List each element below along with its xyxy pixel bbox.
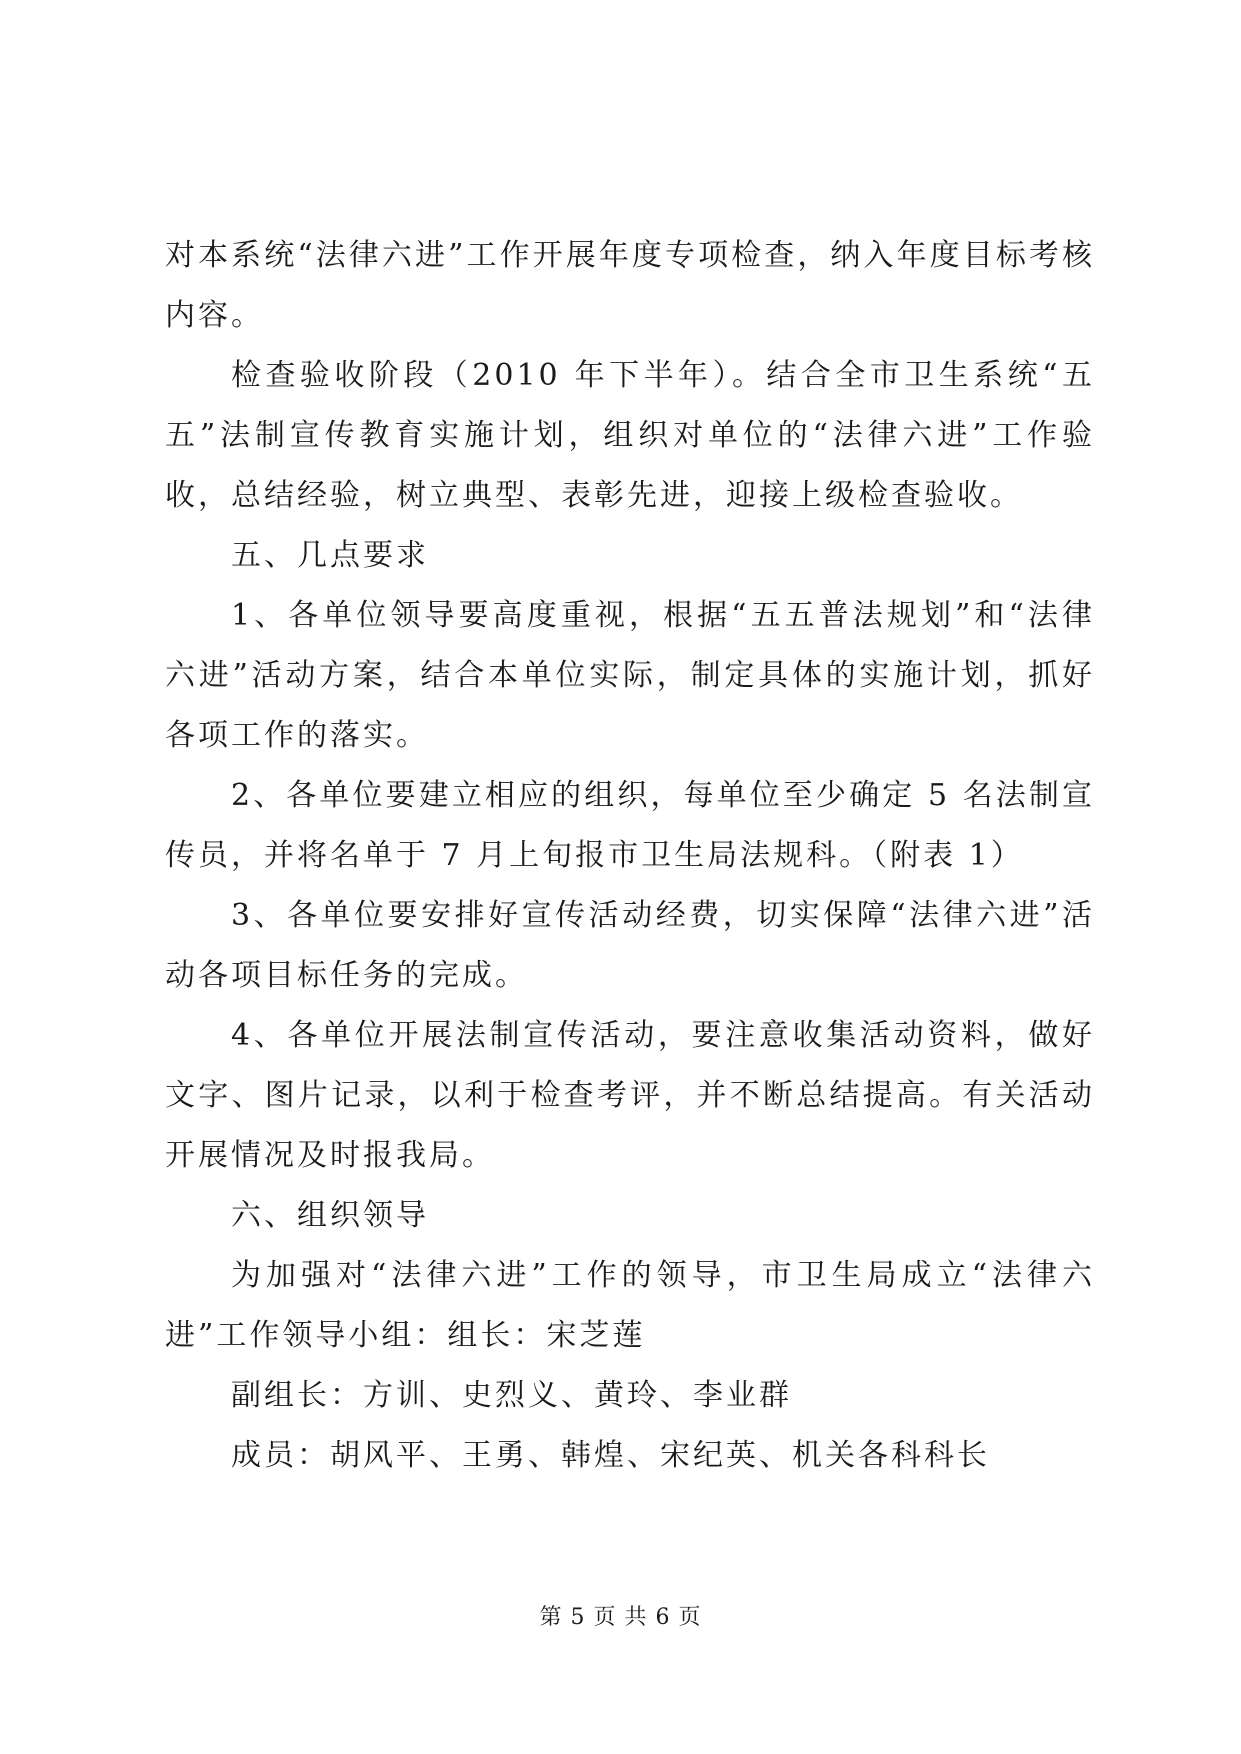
section-heading-requirements: 五、几点要求: [231, 538, 429, 573]
paragraph-inspection-continuation: 对本系统“法律六进”工作开展年度专项检查，纳入年度目标考核内容。: [165, 238, 1095, 333]
paragraph-acceptance-stage: 检查验收阶段（2010 年下半年）。结合全市卫生系统“五五”法制宣传教育实施计划，组织对单位的“法律六进”工作验收，总结经验，树立典型、表彰先进，迎接上级检查验收。: [165, 358, 1095, 513]
section-heading-leadership: 六、组织领导: [231, 1198, 429, 1233]
requirement-item-1: 1、各单位领导要高度重视，根据“五五普法规划”和“法律六进”活动方案，结合本单位实际，制定具体的实施计划，抓好各项工作的落实。: [165, 598, 1095, 753]
requirement-item-2: 2、各单位要建立相应的组织，每单位至少确定 5 名法制宣传员，并将名单于 7 月上旬报市卫生局法规科。（附表 1）: [165, 778, 1095, 873]
document-body: [165, 226, 1095, 1486]
requirement-item-4: 4、各单位开展法制宣传活动，要注意收集活动资料，做好文字、图片记录，以利于检查考评，并不断总结提高。有关活动开展情况及时报我局。: [165, 1018, 1095, 1173]
paragraph-members: 成员：胡风平、王勇、韩煌、宋纪英、机关各科科长: [231, 1438, 990, 1473]
page-number-footer: 第 5 页 共 6 页: [539, 1605, 702, 1630]
paragraph-deputy-leaders: 副组长：方训、史烈义、黄玲、李业群: [231, 1378, 792, 1413]
requirement-item-3: 3、各单位要安排好宣传活动经费，切实保障“法律六进”活动各项目标任务的完成。: [165, 898, 1095, 993]
paragraph-leadership-group: 为加强对“法律六进”工作的领导，市卫生局成立“法律六进”工作领导小组：组长：宋芝莲: [165, 1258, 1095, 1353]
